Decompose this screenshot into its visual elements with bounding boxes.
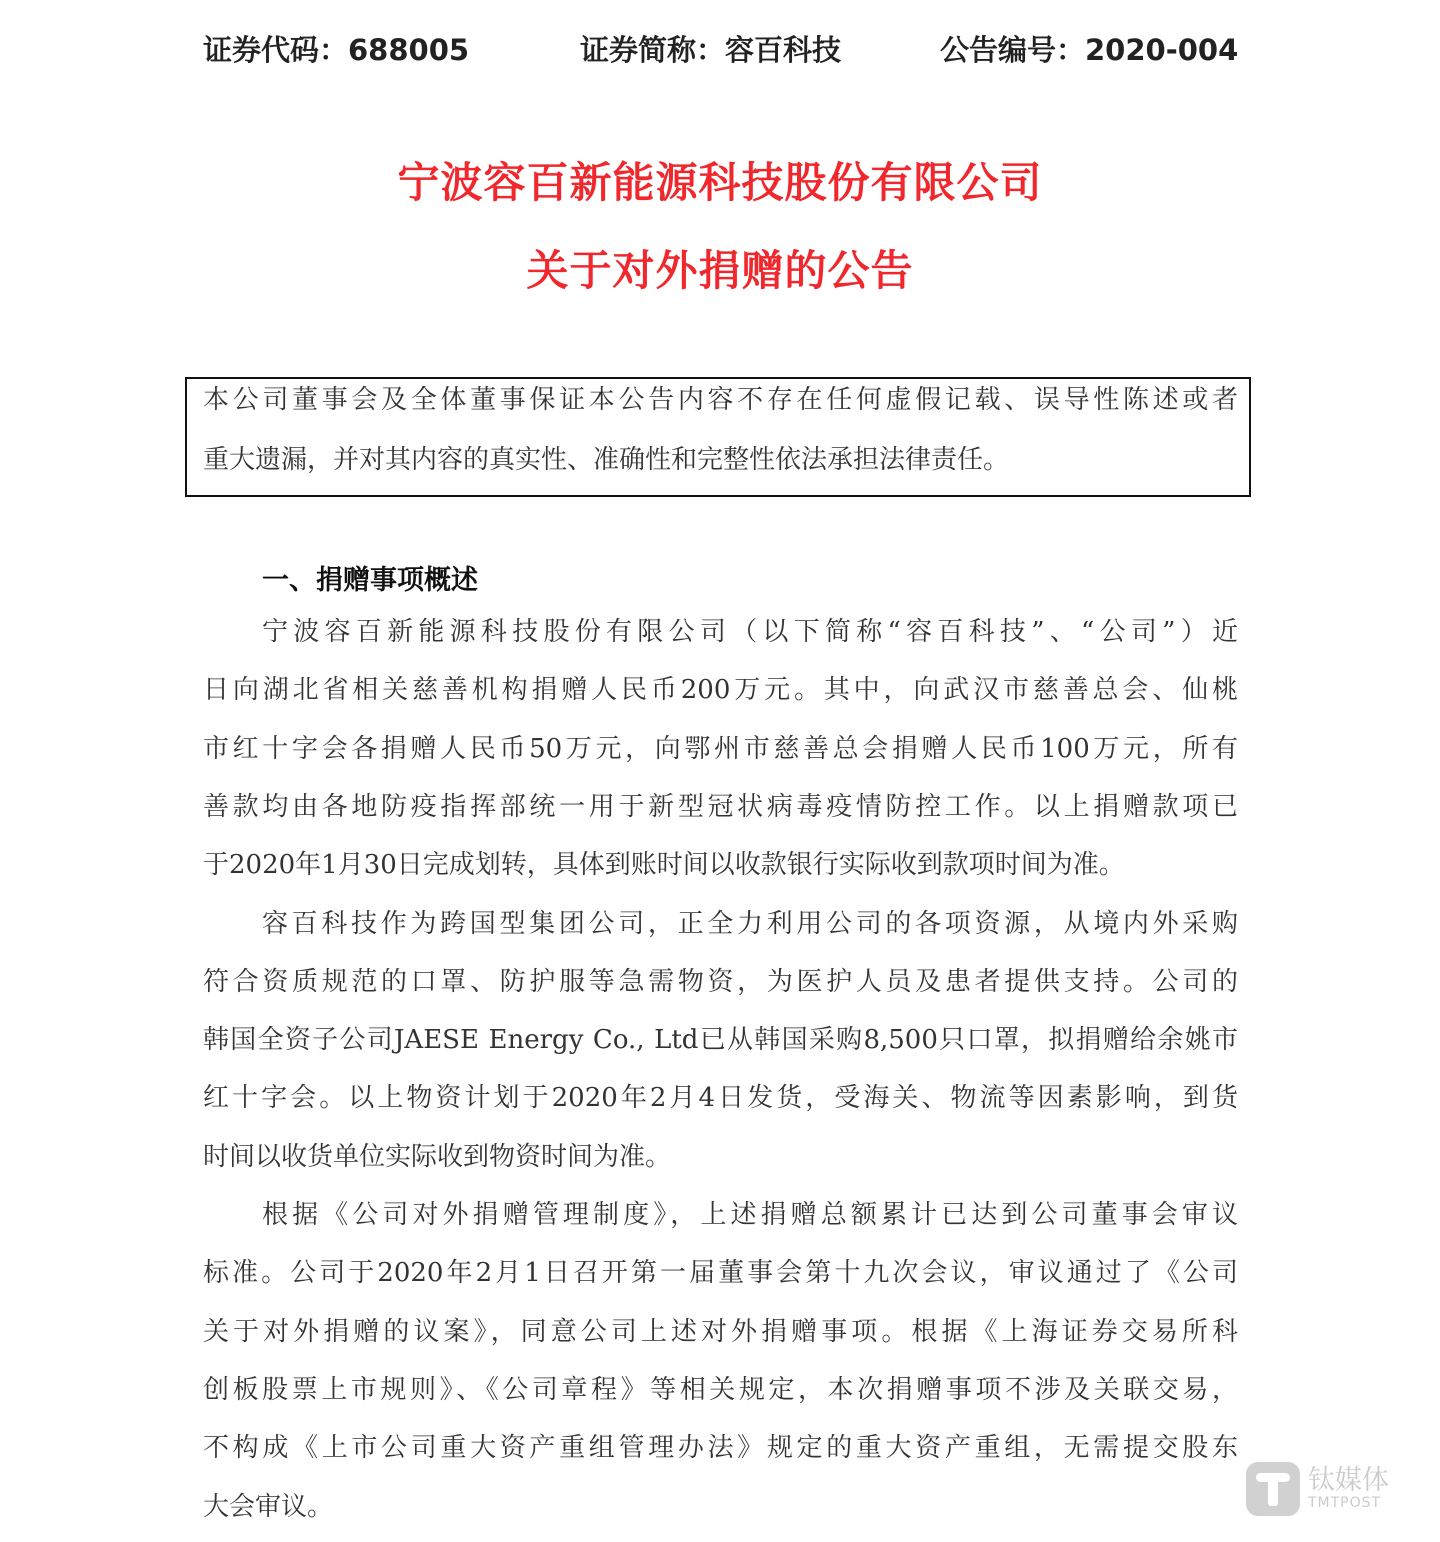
paragraph-line: 创板股票上市规则》、《公司章程》等相关规定，本次捐赠事项不涉及关联交易， [203,1374,1238,1405]
notice-title: 关于对外捐赠的公告 [526,246,914,295]
paragraph-line: 宁波容百新能源科技股份有限公司（以下简称“容百科技”、“公司”）近 [262,617,1238,647]
paragraph-line: 红十字会。以上物资计划于2020年2月4日发货，受海关、物流等因素影响，到货 [203,1083,1238,1114]
paragraph-line: 关于对外捐赠的议案》，同意公司上述对外捐赠事项。根据《上海证券交易所科 [203,1316,1238,1347]
notice-number: 公告编号：2020-004 [940,33,1239,67]
watermark-cn: 钛媒体 [1308,1465,1389,1496]
paragraph-line: 市红十字会各捐赠人民币50万元，向鄂州市慈善总会捐赠人民币100万元，所有 [203,733,1238,764]
paragraph-line: 日向湖北省相关慈善机构捐赠人民币200万元。其中，向武汉市慈善总会、仙桃 [203,675,1238,706]
paragraph-line: 标准。公司于2020年2月1日召开第一届董事会第十九次会议，审议通过了《公司 [203,1258,1238,1289]
section-heading: 一、捐赠事项概述 [262,565,478,596]
statement-line: 本公司董事会及全体董事保证本公告内容不存在任何虚假记载、误导性陈述或者 [203,385,1238,415]
paragraph-line: 不构成《上市公司重大资产重组管理办法》规定的重大资产重组，无需提交股东 [203,1433,1238,1464]
paragraph-line: 大会审议。 [203,1491,334,1522]
paragraph-line: 符合资质规范的口罩、防护服等急需物资，为医护人员及患者提供支持。公司的 [203,966,1238,997]
paragraph-line: 容百科技作为跨国型集团公司，正全力利用公司的各项资源，从境内外采购 [262,908,1238,939]
company-title: 宁波容百新能源科技股份有限公司 [397,158,1043,207]
paragraph-line: 根据《公司对外捐赠管理制度》，上述捐赠总额累计已达到公司董事会审议 [262,1200,1238,1230]
security-short-name: 证券简称：容百科技 [580,33,842,67]
security-code: 证券代码：688005 [203,33,470,67]
paragraph-line: 时间以收货单位实际收到物资时间为准。 [203,1141,672,1172]
paragraph-line: 善款均由各地防疫指挥部统一用于新型冠状病毒疫情防控工作。以上捐赠款项已 [203,791,1238,822]
watermark [1246,1462,1389,1516]
statement-line: 重大遗漏，并对其内容的真实性、准确性和完整性依法承担法律责任。 [203,445,1010,475]
paragraph-line: 韩国全资子公司JAESE Energy Co., Ltd已从韩国采购8,500只口罩，拟捐赠给余姚市 [203,1025,1238,1056]
watermark-en: TMTPOST [1308,1495,1382,1511]
tmtpost-logo-icon [1246,1462,1300,1516]
paragraph-line: 于2020年1月30日完成划转，具体到账时间以收款银行实际收到款项时间为准。 [203,850,1125,881]
